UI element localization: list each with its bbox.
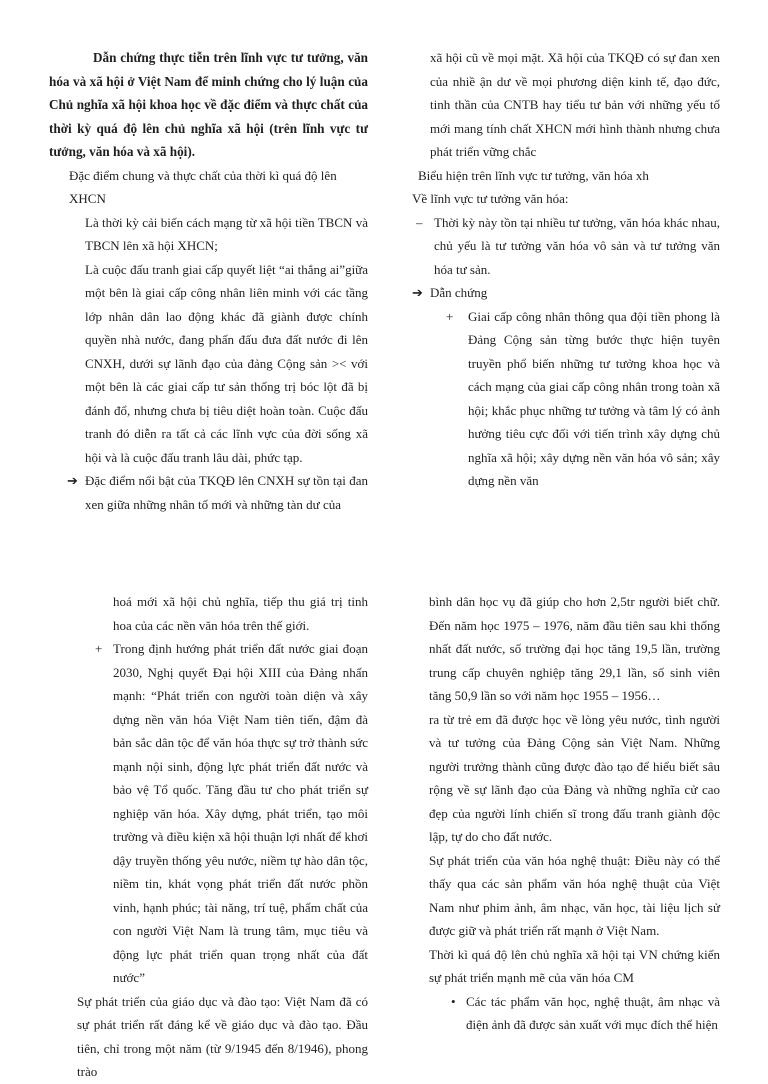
arrow-right-icon: ➔ bbox=[412, 285, 423, 300]
paragraph-patriotism: ra từ trẻ em đã được học về lòng yêu nước, tình người và tư tưởng của Đảng Cộng sản Việt Nam. Những người trưởng thành cũng được đào tạo để hiểu biết sâu rộng về sự lãnh đạo của Đảng và những nghĩa cử cao đẹp của người lính chiến sĩ trong đấu tranh giành độc lập, tự do cho đất nước. bbox=[429, 711, 720, 844]
arrow-right-icon: ➔ bbox=[67, 473, 78, 488]
heading-ideology-culture: Về lĩnh vực tư tưởng văn hóa: bbox=[412, 191, 569, 206]
paragraph-new-culture: hoá mới xã hội chủ nghĩa, tiếp thu giá trị tinh hoa của các nền văn hóa trên thế giới. bbox=[113, 594, 368, 633]
dash-item bbox=[412, 211, 720, 282]
plus-bullet: + bbox=[446, 308, 454, 324]
arrow-item-text: Dẫn chứng bbox=[430, 285, 488, 300]
section-heading: Dẫn chứng thực tiễn trên lĩnh vực tư tưởng, văn hóa và xã hội ở Việt Nam để minh chứng cho lý luận của Chủ nghĩa xã hội khoa học về đặc điểm và thực chất của thời kỳ quá độ lên chủ nghĩa xã hội (trên lĩnh vực tư tưởng, văn hóa và xã hội). bbox=[49, 50, 368, 159]
heading-manifestation: Biểu hiện trên lĩnh vực tư tưởng, văn hóa xh bbox=[418, 167, 649, 183]
paragraph-revolutionary-culture: Thời kì quá độ lên chủ nghĩa xã hội tại VN chứng kiến sự phát triển mạnh mẽ của văn hóa CM bbox=[429, 946, 720, 985]
paragraph-arts: Sự phát triển của văn hóa nghệ thuật: Điều này có thể thấy qua các sản phẩm văn hóa nghệ thuật của Việt Nam như phim ảnh, âm nhạc, văn học, tài liệu lịch sử được giữ và phát triển rất mạnh ở Việt Nam. bbox=[429, 852, 720, 938]
left-column-top bbox=[49, 46, 368, 516]
bullet-item bbox=[429, 990, 720, 1037]
paragraph-class-struggle: Là cuộc đấu tranh giai cấp quyết liệt “ai thắng ai”giữa một bên là giai cấp công nhân liên minh với các tầng lớp nhân dân lao động khác đã giành được chính quyền nhà nước, đang phấn đấu đưa đất nước đi lên CNXH, dưới sự lãnh đạo của đảng Cộng sản >< với một bên là các giai cấp tư sản thống trị bóc lột đã bị đánh đổ, nhưng chưa bị tiêu diệt hoàn toàn. Cuộc đấu tranh đó diễn ra tất cả các lĩnh vực của đời sống xã hội và là cuộc đấu tranh lâu dài, phức tạp. bbox=[85, 261, 368, 465]
dash-bullet: – bbox=[416, 214, 423, 230]
arrow-item bbox=[412, 281, 720, 305]
bullet-dot: • bbox=[451, 993, 456, 1009]
plus-item-text: Giai cấp công nhân thông qua đội tiền phong là Đảng Cộng sản từng bước thực hiện tuyên truyền phổ biến những tư tưởng khoa học và cách mạng của giai cấp công nhân trong toàn xã hội; khắc phục những tư tưởng và tâm lý có ảnh hưởng tiêu cực đối với tiến trình xây dựng chủ nghĩa xã hội; xây dựng nền văn hóa vô sản; xây dựng nền văn bbox=[468, 308, 720, 488]
plus-item-text: Trong định hướng phát triển đất nước giai đoạn 2030, Nghị quyết Đại hội XIII của Đảng nhấn mạnh: “Phát triển con người toàn diện và xây dựng nền văn hóa Việt Nam tiên tiến, đậm đà bản sắc dân tộc để văn hóa thực sự trở thành sức mạnh nội sinh, động lực phát triển đất nước và bảo vệ Tổ quốc. Tăng đầu tư cho phát triển sự nghiệp văn hóa. Xây dựng, phát triển, tạo môi trường và điều kiện xã hội thuận lợi nhất để khơi dậy truyền thống yêu nước, niềm tự hào dân tộc, niềm tin, khát vọng phát triển đất nước phồn vinh, hạnh phúc; tài năng, trí tuệ, phẩm chất của con người Việt Nam là trung tâm, mục tiêu và động lực phát triển quan trọng nhất của đất nước” bbox=[113, 641, 368, 985]
plus-bullet: + bbox=[95, 641, 103, 656]
right-column-top bbox=[412, 46, 720, 493]
subheading-general-features: Đặc điểm chung và thực chất của thời kì quá độ lên XHCN bbox=[69, 167, 337, 206]
paragraph-literacy: bình dân học vụ đã giúp cho hơn 2,5tr người biết chữ. Đến năm học 1975 – 1976, năm đầu tiên sau khi thống nhất đất nước, số trường đại học tăng 19,5 lần, trường trung cấp chuyên nghiệp tăng 29,1 lần, số sinh viên tăng 50,9 lần so với năm học 1955 – 1956… bbox=[429, 594, 720, 703]
dash-item-text: Thời kỳ này tồn tại nhiều tư tưởng, văn hóa khác nhau, chủ yếu là tư tưởng văn hóa vô sản và tư tưởng văn hóa tư sản. bbox=[434, 214, 720, 277]
paragraph-coexistence: xã hội cũ về mọi mặt. Xã hội của TKQĐ có sự đan xen của nhiề ận dư về mọi phương diện kinh tế, đạo đức, tinh thần của CNTB hay tiểu tư bản với những yếu tố mới mang tính chất XHCN mới hình thành nhưng chưa phát triển vững chắc bbox=[430, 50, 720, 159]
arrow-item bbox=[49, 469, 368, 516]
right-column-bottom bbox=[429, 590, 720, 1037]
paragraph-transition-period: Là thời kỳ cải biến cách mạng từ xã hội tiền TBCN và TBCN lên xã hội XHCN; bbox=[85, 214, 368, 253]
left-column-bottom bbox=[77, 590, 368, 1084]
plus-item bbox=[412, 305, 720, 493]
plus-item bbox=[77, 637, 368, 990]
paragraph-education: Sự phát triển của giáo dục và đào tạo: Việt Nam đã có sự phát triển rất đáng kể về giáo dục và đào tạo. Đầu tiên, chỉ trong một năm (từ 9/1945 đến 8/1946), phong trào bbox=[77, 993, 368, 1079]
bullet-item-text: Các tác phẩm văn học, nghệ thuật, âm nhạc và điện ảnh đã được sản xuất với mục đích thể hiện bbox=[466, 993, 720, 1032]
arrow-item-text: Đặc điểm nổi bật của TKQĐ lên CNXH sự tồn tại đan xen giữa những nhân tố mới và những tàn dư của bbox=[85, 473, 368, 512]
